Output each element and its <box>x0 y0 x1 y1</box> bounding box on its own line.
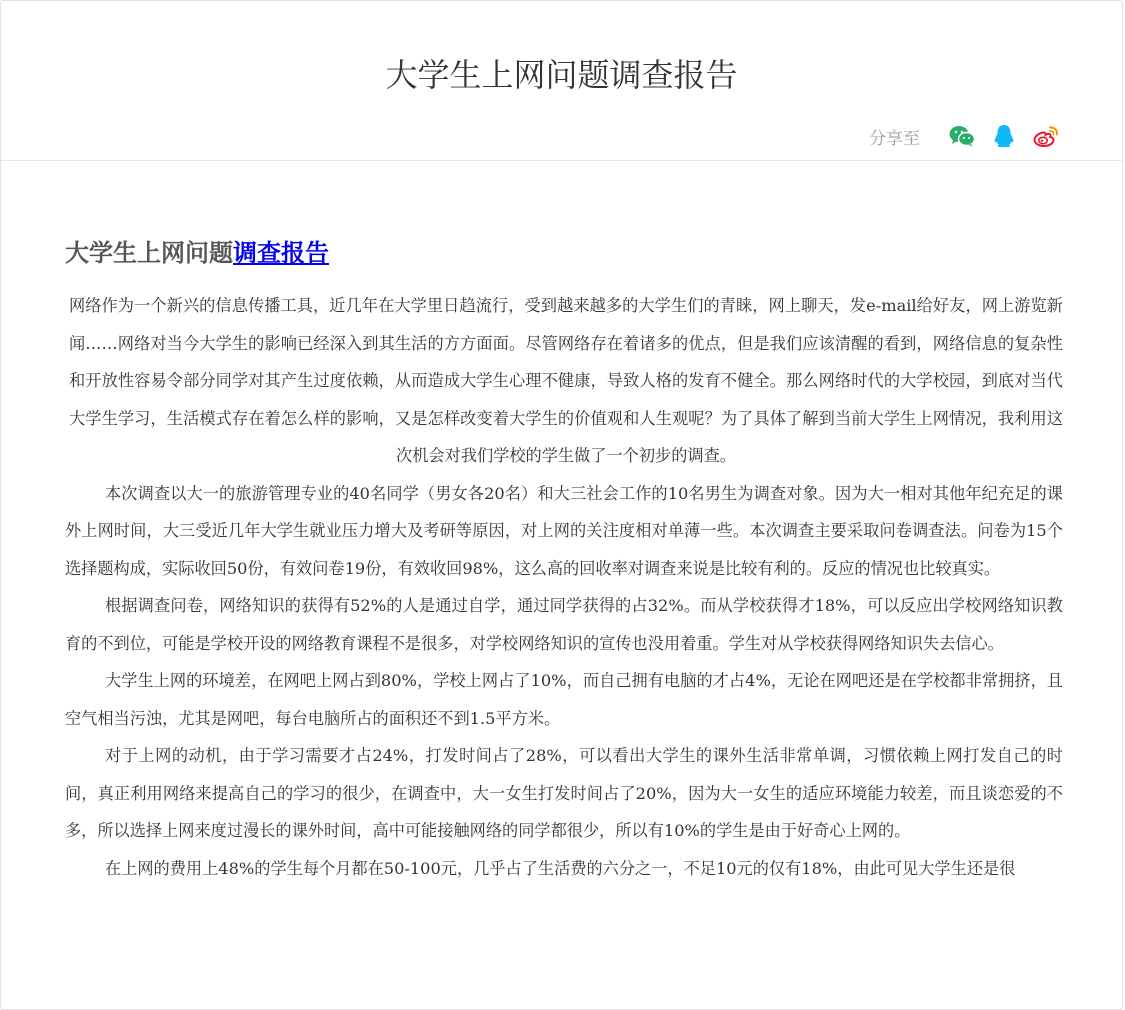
article-paragraph: 对于上网的动机，由于学习需要才占24%，打发时间占了28%，可以看出大学生的课外生活非常单调，习惯依赖上网打发自己的时间，真正利用网络来提高自己的学习的很少，在调查中，大一女生打发时间占了20%，因为大一女生的适应环境能力较差，而且谈恋爱的不多，所以选择上网来度过漫长的课外时间，高中可能接触网络的同学都很少，所以有10%的学生是由于好奇心上网的。 <box>65 746 1063 840</box>
article-body <box>65 233 1063 887</box>
heading-text: 大学生上网问题 <box>65 239 233 267</box>
article-paragraph: 根据调查问卷，网络知识的获得有52%的人是通过自学，通过同学获得的占32%。而从学校获得才18%，可以反应出学校网络知识教育的不到位，可能是学校开设的网络教育课程不是很多，对学校网络知识的宣传也没用着重。学生对从学校获得网络知识失去信心。 <box>65 596 1063 653</box>
weibo-icon <box>1033 125 1059 147</box>
heading-link[interactable]: 调查报告 <box>233 239 329 267</box>
article-paragraph: 网络作为一个新兴的信息传播工具，近几年在大学里日趋流行，受到越来越多的大学生们的青睐，网上聊天，发e-mail给好友，网上游览新闻……网络对当今大学生的影响已经深入到其生活的方方面面。尽管网络存在着诸多的优点，但是我们应该清醒的看到，网络信息的复杂性和开放性容易令部分同学对其产生过度依赖，从而造成大学生心理不健康，导致人格的发育不健全。那么网络时代的大学校园，到底对当代大学生学习，生活模式存在着怎么样的影响，又是怎样改变着大学生的价值观和人生观呢？为了具体了解到当前大学生上网情况，我利用这次机会对我们学校的学生做了一个初步的调查。 <box>69 296 1063 465</box>
wechat-share-button[interactable] <box>948 122 976 150</box>
wechat-icon <box>949 125 975 147</box>
qq-icon <box>993 124 1015 148</box>
page-title: 大学生上网问题调查报告 <box>385 56 738 94</box>
article-header <box>1 1 1122 161</box>
article-paragraph: 本次调查以大一的旅游管理专业的40名同学（男女各20名）和大三社会工作的10名男生为调查对象。因为大一相对其他年纪充足的课外上网时间，大三受近几年大学生就业压力增大及考研等原因，对上网的关注度相对单薄一些。本次调查主要采取问卷调查法。问卷为15个选择题构成，实际收回50份，有效问卷19份，有效收回98%，这么高的回收率对调查来说是比较有利的。反应的情况也比较真实。 <box>65 483 1063 578</box>
article-paragraph: 大学生上网的环境差，在网吧上网占到80%，学校上网占了10%，而自己拥有电脑的才占4%，无论在网吧还是在学校都非常拥挤，且空气相当污浊，尤其是网吧，每台电脑所占的面积还不到1.5平方米。 <box>65 671 1063 728</box>
article-heading <box>65 233 1063 273</box>
weibo-share-button[interactable] <box>1032 122 1060 150</box>
article-paragraph: 在上网的费用上48%的学生每个月都在50-100元，几乎占了生活费的六分之一，不足10元的仅有18%，由此可见大学生还是很 <box>105 858 1016 878</box>
qq-share-button[interactable] <box>990 122 1018 150</box>
share-bar <box>869 121 1060 151</box>
share-label: 分享至 <box>869 128 920 149</box>
